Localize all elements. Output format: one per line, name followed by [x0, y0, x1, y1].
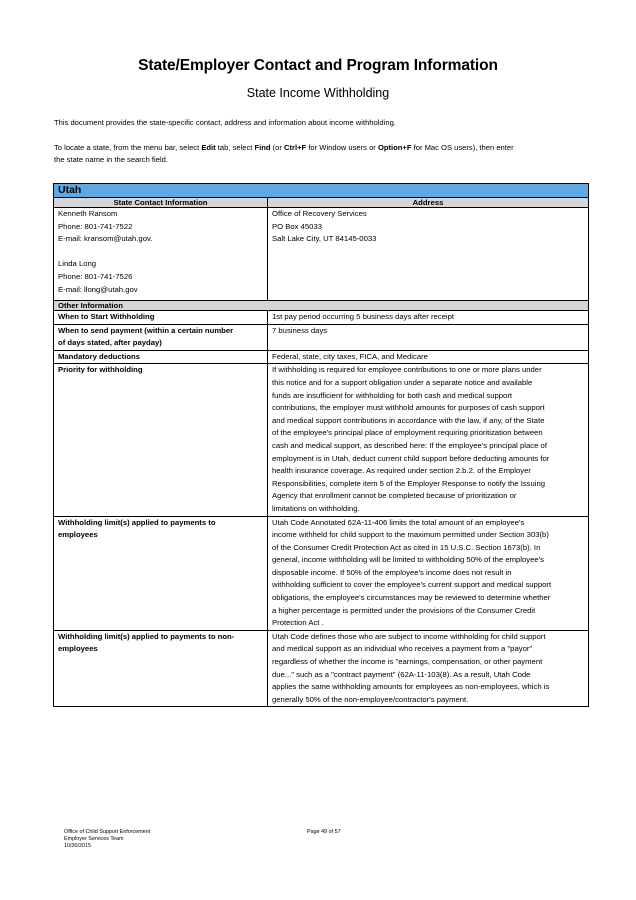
contact-person-1 — [58, 208, 263, 246]
row-value-line: and medical support as an individual who receives a payment from a "payor" — [272, 644, 533, 654]
table-row — [54, 350, 589, 364]
contact-line: Phone: 801-741-7522 — [58, 221, 133, 231]
contact-person-2 — [58, 258, 263, 296]
row-value-line: Agency that enrollment cannot be completed because of prioritization or — [272, 491, 517, 501]
address-line: Office of Recovery Services — [272, 209, 367, 218]
row-label — [54, 630, 268, 707]
row-value-line: Responsibilities, complete item 5 of the Employer Response to notify the Issuing — [272, 478, 546, 488]
row-value-line: income withheld for child support to the maximum permitted under Section 303(b) — [272, 530, 549, 540]
intro-paragraph-2: To locate a state, from the menu bar, select Edit tab, select Find (or Ctrl+F for Window users or Option+F for Mac OS users), then enter the state name in the search field. — [54, 143, 514, 164]
footer-line: 10/30/2015 — [64, 843, 91, 849]
row-value-line: of the employee's principal place of employment requiring prioritization between — [272, 428, 543, 438]
page-title: State/Employer Contact and Program Information — [138, 57, 498, 74]
page-subtitle: State Income Withholding — [246, 86, 390, 100]
row-label — [54, 364, 268, 516]
row-value-line: limitations on withholding. — [272, 503, 360, 513]
contact-line: E-mail: llong@utah.gov — [58, 284, 138, 294]
contact-line: Linda Long — [58, 259, 97, 269]
table-row — [54, 324, 589, 350]
row-label-line: Withholding limit(s) applied to payments to non- — [58, 631, 235, 641]
footer-organization — [64, 829, 150, 850]
row-value — [268, 324, 589, 350]
row-value-line: health insurance coverage. As required under section 2.b.2. of the Employer — [272, 466, 531, 476]
row-label-line: employees — [58, 530, 98, 540]
row-value-line: Utah Code Annotated 62A-11-406 limits the total amount of an employee's — [272, 517, 525, 527]
address-column-header: Address — [268, 198, 589, 208]
intro-paragraph-1: This document provides the state-specific contact, address and information about income withholding. — [54, 118, 396, 127]
row-value-line: contributions, the employer must withhold amounts for purposes of cash support — [272, 403, 545, 413]
contact-column-header: State Contact Information — [54, 198, 268, 208]
row-value — [268, 350, 589, 364]
row-value-line: Protection Act . — [272, 618, 324, 628]
contact-line: E-mail: kransom@utah.gov. — [58, 234, 153, 244]
row-label-line: Priority for withholding — [58, 365, 143, 375]
row-label-line: Withholding limit(s) applied to payments to — [58, 517, 216, 527]
row-value-line: regardless of whether the income is "earnings, compensation, or other payment — [272, 657, 543, 667]
row-value — [268, 364, 589, 516]
row-label — [54, 324, 268, 350]
mailing-address — [272, 208, 584, 246]
row-value — [268, 516, 589, 630]
row-value-line: due..." such as a "contract payment" (62A-11-103(8). As a result, Utah Code — [272, 669, 531, 679]
address-line: Salt Lake City, UT 84145-0033 — [272, 234, 377, 244]
row-value-line: Utah Code defines those who are subject to income withholding for child support — [272, 631, 546, 641]
address-line: PO Box 45033 — [272, 221, 323, 231]
row-label-line: employees — [58, 644, 98, 654]
row-value-line: of the Consumer Credit Protection Act as cited in 15 U.S.C. Section 1673(b). In — [272, 542, 541, 552]
row-value-line: If withholding is required for employee contributions to one or more plans under — [272, 365, 542, 375]
row-label — [54, 311, 268, 325]
row-label — [54, 516, 268, 630]
row-value-line: general, income withholding will be limited to withholding 50% of the employee's — [272, 555, 544, 565]
row-value-line: 1st pay period occurring 5 business days after receipt — [272, 312, 455, 321]
row-value-line: generally 50% of the non-employee/contractor's payment. — [272, 694, 469, 704]
page-number: Page 49 of 57 — [307, 829, 341, 835]
row-value-line: and medical support contributions in accordance with the law, if any, of the State — [272, 415, 545, 425]
table-row — [54, 311, 589, 325]
row-label-line: Mandatory deductions — [58, 351, 141, 361]
row-value-line: withholding sufficient to cover the employee's current support and medical support — [272, 580, 552, 590]
row-value-line: funds are insufficient for withholding for both cash and medical support — [272, 390, 513, 400]
row-value-line: this notice and for a support obligation under a separate notice and available — [272, 377, 533, 387]
row-value-line: cash and medical support, as described here: If the employee's principal place of — [272, 440, 547, 450]
state-name-header: Utah — [54, 184, 589, 198]
contact-line: Phone: 801-741-7526 — [58, 271, 133, 281]
row-label-line: of days stated, after payday) — [58, 338, 162, 348]
row-value-line: Federal, state, city taxes, FICA, and Medicare — [272, 351, 428, 361]
address-cell — [268, 208, 589, 301]
state-info-table — [53, 183, 589, 707]
row-value-line: 7 business days — [272, 325, 328, 335]
other-information-header: Other Information — [54, 301, 589, 311]
table-row — [54, 630, 589, 707]
contact-line: Kenneth Ransom — [58, 209, 118, 218]
contact-info-cell — [54, 208, 268, 301]
row-value-line: applies the same withholding amounts for employees as non-employees, which is — [272, 682, 550, 692]
footer-line: Office of Child Support Enforcement — [64, 829, 151, 835]
row-value-line: employment is in Utah, deduct current child support before deducting amounts for — [272, 453, 550, 463]
row-value-line: obligations, the employee's circumstances may be reviewed to determine whether — [272, 593, 551, 603]
row-label-line: When to send payment (within a certain number — [58, 325, 234, 335]
row-value — [268, 630, 589, 707]
row-value — [268, 311, 589, 325]
row-label-line: When to Start Withholding — [58, 312, 155, 321]
row-value-line: disposable income. If 50% of the employee's income does not result in — [272, 567, 512, 577]
table-row — [54, 516, 589, 630]
row-value-line: a higher percentage is permitted under the provisions of the Consumer Credit — [272, 605, 536, 615]
footer-line: Employer Services Team — [64, 836, 124, 842]
row-label — [54, 350, 268, 364]
table-row — [54, 364, 589, 516]
